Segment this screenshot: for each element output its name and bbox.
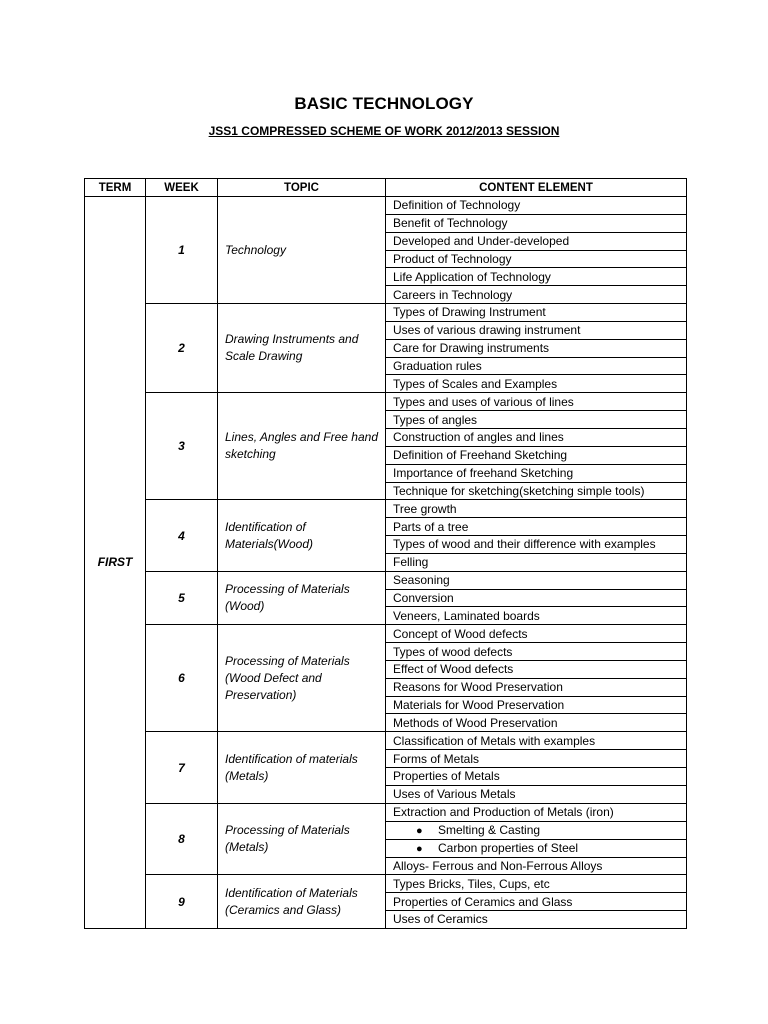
content-element: Importance of freehand Sketching [386,464,687,482]
content-element: Veneers, Laminated boards [386,607,687,625]
week-number: 4 [146,500,218,571]
content-element: Types of angles [386,411,687,429]
content-element: Conversion [386,589,687,607]
content-element: Definition of Technology [386,197,687,215]
content-element-text: Smelting & Casting [438,822,541,837]
term-cell: FIRST [85,197,146,929]
week-number: 8 [146,803,218,875]
content-element: Construction of angles and lines [386,428,687,446]
week-number: 7 [146,732,218,803]
content-element: Careers in Technology [386,286,687,304]
content-element: Types of Drawing Instrument [386,304,687,322]
week-topic: Technology [218,197,386,304]
content-element: Properties of Metals [386,768,687,786]
table-body [85,197,687,929]
table-row [85,625,687,643]
content-element: Uses of Ceramics [386,911,687,929]
header-term: TERM [85,179,146,197]
content-element: Classification of Metals with examples [386,732,687,750]
content-element: Parts of a tree [386,518,687,536]
content-element: Types of Scales and Examples [386,375,687,393]
week-topic: Processing of Materials (Metals) [218,803,386,875]
content-element: Alloys- Ferrous and Non-Ferrous Alloys [386,857,687,875]
content-element: Concept of Wood defects [386,625,687,643]
week-topic: Identification of Materials (Ceramics and Glass) [218,875,386,929]
week-topic: Drawing Instruments and Scale Drawing [218,304,386,393]
bullet-icon: ● [416,824,423,837]
document-subtitle: JSS1 COMPRESSED SCHEME OF WORK 2012/2013 SESSION [208,124,560,138]
scheme-of-work-table [84,178,687,929]
content-element: Methods of Wood Preservation [386,714,687,732]
table-row [85,197,687,215]
content-element: Technique for sketching(sketching simple tools) [386,482,687,500]
week-number: 9 [146,875,218,929]
content-element: Effect of Wood defects [386,660,687,678]
content-bullet-item [386,839,687,857]
content-element: Life Application of Technology [386,268,687,286]
content-element-text: Carbon properties of Steel [438,840,579,855]
content-element: Types of wood defects [386,643,687,661]
content-element: Uses of Various Metals [386,785,687,803]
content-element: Graduation rules [386,357,687,375]
content-element: Definition of Freehand Sketching [386,446,687,464]
table-row [85,571,687,589]
table-row [85,304,687,322]
content-element: Reasons for Wood Preservation [386,678,687,696]
table-row [85,393,687,411]
content-element: Felling [386,553,687,571]
content-element: Benefit of Technology [386,214,687,232]
content-element: Care for Drawing instruments [386,339,687,357]
week-topic: Processing of Materials (Wood Defect and Preservation) [218,625,386,732]
content-bullet-item [386,821,687,839]
content-element: Materials for Wood Preservation [386,696,687,714]
content-element: Types Bricks, Tiles, Cups, etc [386,875,687,893]
header-content-element: CONTENT ELEMENT [386,179,687,197]
week-topic: Identification of Materials(Wood) [218,500,386,571]
document-title: BASIC TECHNOLOGY [294,94,474,113]
bullet-icon: ● [416,842,423,855]
content-element: Seasoning [386,571,687,589]
week-number: 3 [146,393,218,500]
content-element: Forms of Metals [386,750,687,768]
header-topic: TOPIC [218,179,386,197]
table-row [85,803,687,821]
week-number: 1 [146,197,218,304]
table-row [85,875,687,893]
week-topic: Identification of materials (Metals) [218,732,386,803]
content-element: Uses of various drawing instrument [386,321,687,339]
content-element: Tree growth [386,500,687,518]
week-topic: Processing of Materials (Wood) [218,571,386,625]
week-number: 6 [146,625,218,732]
table-row [85,500,687,518]
content-element: Product of Technology [386,250,687,268]
content-element: Properties of Ceramics and Glass [386,893,687,911]
content-element: Developed and Under-developed [386,232,687,250]
week-number: 2 [146,304,218,393]
content-element: Types and uses of various of lines [386,393,687,411]
content-element: Extraction and Production of Metals (iron) [386,803,687,821]
content-element: Types of wood and their difference with examples [386,536,687,554]
week-number: 5 [146,571,218,625]
table-row [85,732,687,750]
week-topic: Lines, Angles and Free hand sketching [218,393,386,500]
table-header-row [85,179,687,197]
header-week: WEEK [146,179,218,197]
